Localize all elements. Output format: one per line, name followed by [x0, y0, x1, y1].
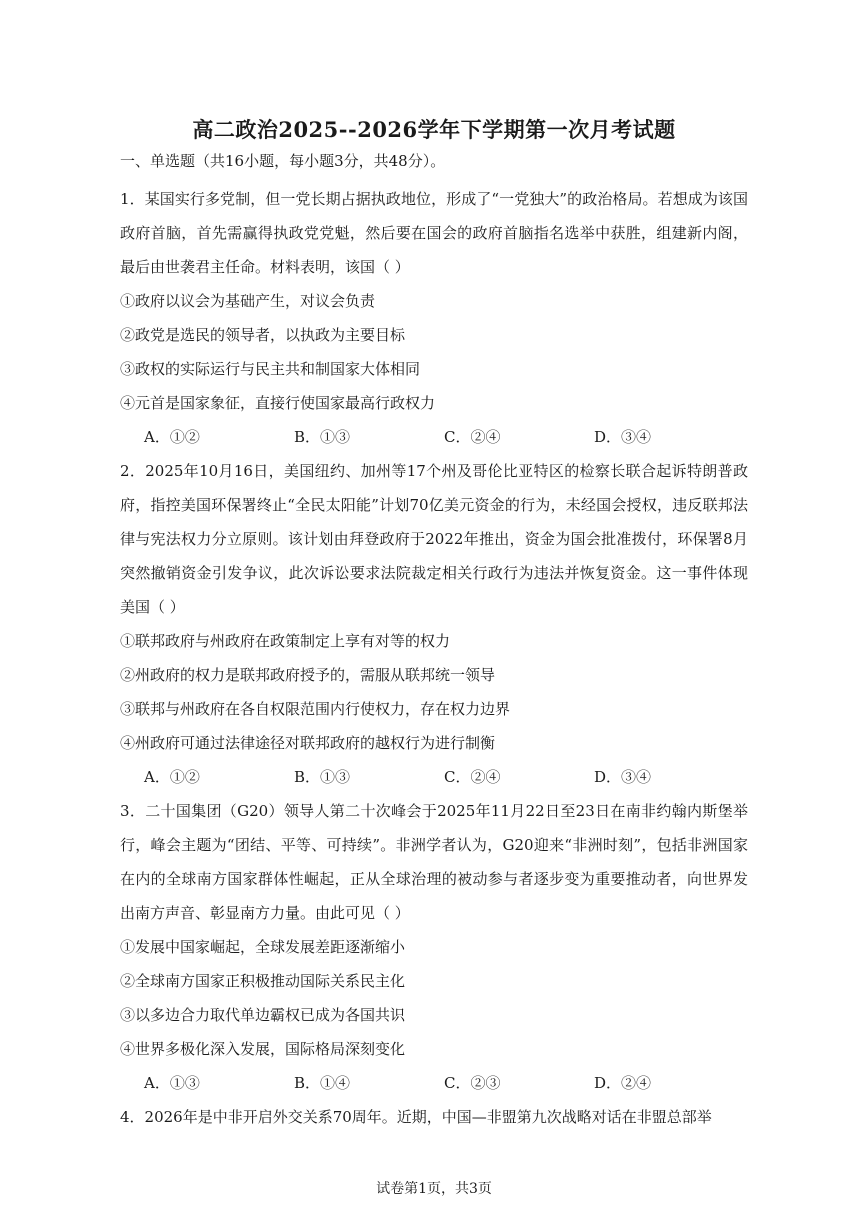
statement-option: ③政权的实际运行与民主共和制国家大体相同 [120, 360, 421, 378]
statement-option: ③以多边合力取代单边霸权已成为各国共识 [120, 1006, 406, 1024]
question-3 [120, 794, 748, 1100]
statement-option: ②全球南方国家正积极推动国际关系民主化 [120, 972, 406, 990]
choice-d: D．③④ [594, 768, 652, 786]
question-stem: 2．2025年10月16日，美国纽约、加州等17个州及哥伦比亚特区的检察长联合起诉特朗普政府，指控美国环保署终止“全民太阳能”计划70亿美元资金的行为，未经国会授权，违反联邦法律与宪法权力分立原则。该计划由拜登政府于2022年推出，资金为国会批准拨付，环保署8月突然撤销资金引发争议，此次诉讼要求法院裁定相关行政行为违法并恢复资金。这一事件体现美国（ ） [120, 462, 748, 616]
statement-option: ①联邦政府与州政府在政策制定上享有对等的权力 [120, 632, 451, 650]
page-footer: 试卷第1页，共3页 [376, 1181, 492, 1197]
statement-option: ④元首是国家象征，直接行使国家最高行政权力 [120, 394, 436, 412]
statement-option: ②州政府的权力是联邦政府授予的，需服从联邦统一领导 [120, 666, 496, 684]
choice-c: C．②④ [444, 428, 501, 446]
question-list [120, 182, 748, 1134]
section-heading: 一、单选题（共16小题，每小题3分，共48分）。 [120, 152, 446, 170]
choice-d: D．②④ [594, 1074, 652, 1092]
statement-option: ①政府以议会为基础产生，对议会负责 [120, 292, 376, 310]
choice-d: D．③④ [594, 428, 652, 446]
answer-choices [120, 1066, 748, 1100]
question-4 [120, 1100, 748, 1134]
choice-b: B．①③ [294, 768, 351, 786]
choice-b: B．①④ [294, 1074, 351, 1092]
question-stem: 4．2026年是中非开启外交关系70周年。近期，中国—非盟第九次战略对话在非盟总部举 [120, 1108, 712, 1126]
statement-option: ③联邦与州政府在各自权限范围内行使权力，存在权力边界 [120, 700, 511, 718]
choice-a: A．①② [144, 428, 200, 446]
choice-a: A．①③ [144, 1074, 200, 1092]
choice-c: C．②④ [444, 768, 501, 786]
statement-option: ②政党是选民的领导者，以执政为主要目标 [120, 326, 406, 344]
choice-c: C．②③ [444, 1074, 501, 1092]
question-stem: 3．二十国集团（G20）领导人第二十次峰会于2025年11月22日至23日在南非约翰内斯堡举行，峰会主题为“团结、平等、可持续”。非洲学者认为，G20迎来“非洲时刻”，包括非洲国家在内的全球南方国家群体性崛起，正从全球治理的被动参与者逐步变为重要推动者，向世界发出南方声音、彰显南方力量。由此可见（ ） [120, 802, 748, 922]
question-2 [120, 454, 748, 794]
choice-b: B．①③ [294, 428, 351, 446]
question-1 [120, 182, 748, 454]
statement-option: ④州政府可通过法律途径对联邦政府的越权行为进行制衡 [120, 734, 496, 752]
choice-a: A．①② [144, 768, 200, 786]
question-stem: 1．某国实行多党制，但一党长期占据执政地位，形成了“一党独大”的政治格局。若想成为该国政府首脑，首先需赢得执政党党魁，然后要在国会的政府首脑指名选举中获胜，组建新内阁，最后由世袭君主任命。材料表明，该国（ ） [120, 190, 748, 276]
page-title: 高二政治2025--2026学年下学期第一次月考试题 [192, 117, 676, 142]
statement-option: ①发展中国家崛起，全球发展差距逐渐缩小 [120, 938, 406, 956]
statement-option: ④世界多极化深入发展，国际格局深刻变化 [120, 1040, 406, 1058]
answer-choices [120, 420, 748, 454]
answer-choices [120, 760, 748, 794]
